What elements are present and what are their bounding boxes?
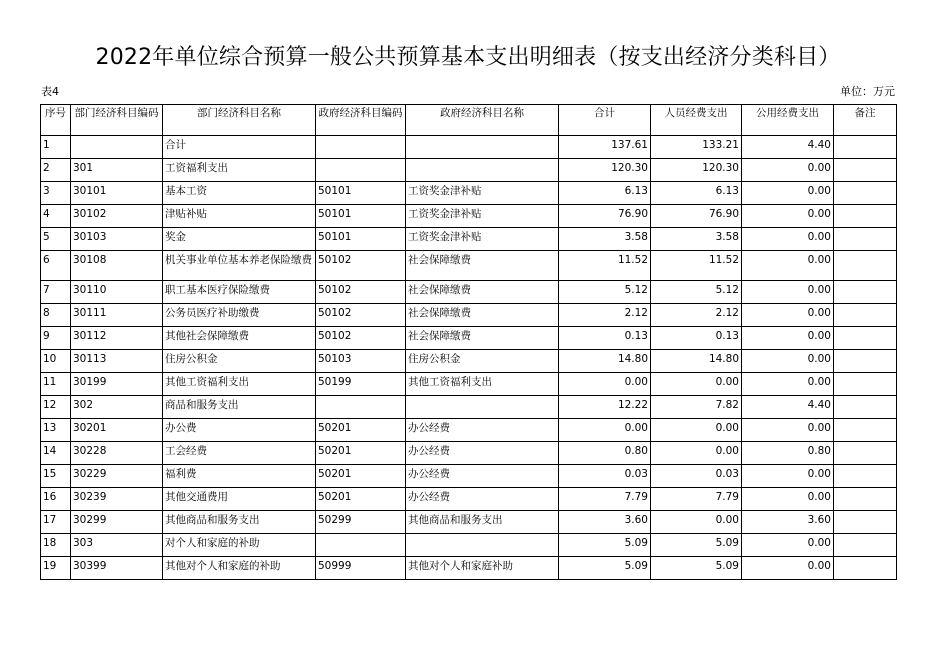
cell-gov-name (406, 159, 559, 182)
cell-no: 6 (41, 251, 71, 281)
cell-personnel: 2.12 (651, 304, 742, 327)
cell-note (834, 534, 897, 557)
cell-note (834, 465, 897, 488)
cell-total: 7.79 (559, 488, 651, 511)
cell-personnel: 11.52 (651, 251, 742, 281)
cell-note (834, 205, 897, 228)
cell-gov-code: 50201 (316, 419, 406, 442)
cell-note (834, 396, 897, 419)
cell-total: 0.03 (559, 465, 651, 488)
cell-public: 0.00 (742, 557, 834, 580)
cell-no: 12 (41, 396, 71, 419)
cell-total: 76.90 (559, 205, 651, 228)
col-header-no: 序号 (41, 105, 71, 136)
cell-dept-name: 职工基本医疗保险缴费 (163, 281, 316, 304)
cell-public: 0.00 (742, 159, 834, 182)
cell-no: 19 (41, 557, 71, 580)
col-header-personnel: 人员经费支出 (651, 105, 742, 136)
cell-gov-name: 其他工资福利支出 (406, 373, 559, 396)
cell-gov-name (406, 136, 559, 159)
cell-total: 5.12 (559, 281, 651, 304)
cell-gov-name: 办公经费 (406, 419, 559, 442)
cell-dept-code: 30299 (71, 511, 163, 534)
cell-public: 0.80 (742, 442, 834, 465)
cell-public: 0.00 (742, 205, 834, 228)
cell-dept-name: 其他社会保障缴费 (163, 327, 316, 350)
cell-public: 0.00 (742, 465, 834, 488)
cell-no: 11 (41, 373, 71, 396)
cell-public: 0.00 (742, 281, 834, 304)
cell-dept-code: 30199 (71, 373, 163, 396)
cell-personnel: 0.03 (651, 465, 742, 488)
cell-public: 0.00 (742, 373, 834, 396)
cell-gov-name: 社会保障缴费 (406, 281, 559, 304)
cell-total: 0.80 (559, 442, 651, 465)
cell-dept-name: 对个人和家庭的补助 (163, 534, 316, 557)
cell-personnel: 0.00 (651, 511, 742, 534)
cell-dept-name: 商品和服务支出 (163, 396, 316, 419)
cell-no: 5 (41, 228, 71, 251)
cell-gov-code: 50199 (316, 373, 406, 396)
cell-gov-code: 50299 (316, 511, 406, 534)
cell-total: 137.61 (559, 136, 651, 159)
table-header-row (41, 105, 897, 136)
cell-gov-name: 社会保障缴费 (406, 327, 559, 350)
cell-note (834, 281, 897, 304)
cell-no: 1 (41, 136, 71, 159)
cell-dept-code: 30103 (71, 228, 163, 251)
cell-no: 9 (41, 327, 71, 350)
cell-dept-code: 30112 (71, 327, 163, 350)
cell-gov-code: 50103 (316, 350, 406, 373)
cell-no: 3 (41, 182, 71, 205)
cell-personnel: 6.13 (651, 182, 742, 205)
cell-personnel: 7.79 (651, 488, 742, 511)
table-row (41, 396, 897, 419)
col-header-total: 合计 (559, 105, 651, 136)
cell-dept-code: 30110 (71, 281, 163, 304)
cell-no: 18 (41, 534, 71, 557)
cell-no: 8 (41, 304, 71, 327)
cell-gov-name: 办公经费 (406, 442, 559, 465)
budget-table (40, 104, 897, 580)
cell-gov-name: 工资奖金津补贴 (406, 228, 559, 251)
cell-personnel: 76.90 (651, 205, 742, 228)
cell-dept-name: 工会经费 (163, 442, 316, 465)
cell-public: 3.60 (742, 511, 834, 534)
cell-dept-code: 30201 (71, 419, 163, 442)
cell-dept-name: 福利费 (163, 465, 316, 488)
cell-note (834, 488, 897, 511)
table-row (41, 159, 897, 182)
cell-total: 3.58 (559, 228, 651, 251)
cell-public: 0.00 (742, 304, 834, 327)
cell-dept-name: 工资福利支出 (163, 159, 316, 182)
cell-dept-code: 30399 (71, 557, 163, 580)
cell-public: 0.00 (742, 350, 834, 373)
cell-dept-name: 合计 (163, 136, 316, 159)
cell-total: 6.13 (559, 182, 651, 205)
cell-public: 0.00 (742, 182, 834, 205)
cell-total: 5.09 (559, 557, 651, 580)
cell-public: 0.00 (742, 228, 834, 251)
cell-public: 4.40 (742, 396, 834, 419)
cell-gov-name: 工资奖金津补贴 (406, 205, 559, 228)
table-row (41, 251, 897, 281)
cell-note (834, 327, 897, 350)
cell-note (834, 159, 897, 182)
table-row (41, 281, 897, 304)
cell-note (834, 557, 897, 580)
cell-note (834, 350, 897, 373)
cell-total: 3.60 (559, 511, 651, 534)
cell-gov-name (406, 396, 559, 419)
cell-personnel: 120.30 (651, 159, 742, 182)
cell-note (834, 182, 897, 205)
cell-gov-code: 50101 (316, 228, 406, 251)
cell-public: 0.00 (742, 251, 834, 281)
cell-gov-code: 50102 (316, 251, 406, 281)
col-header-gov-name: 政府经济科目名称 (406, 105, 559, 136)
cell-personnel: 0.00 (651, 373, 742, 396)
cell-public: 0.00 (742, 488, 834, 511)
cell-gov-code: 50101 (316, 182, 406, 205)
cell-no: 17 (41, 511, 71, 534)
cell-gov-name: 其他商品和服务支出 (406, 511, 559, 534)
cell-dept-code: 30113 (71, 350, 163, 373)
cell-dept-code: 30111 (71, 304, 163, 327)
cell-public: 4.40 (742, 136, 834, 159)
cell-gov-name: 社会保障缴费 (406, 251, 559, 281)
unit-label: 单位：万元 (840, 85, 895, 98)
cell-personnel: 0.00 (651, 442, 742, 465)
cell-no: 7 (41, 281, 71, 304)
cell-dept-name: 机关事业单位基本养老保险缴费 (163, 251, 316, 281)
cell-gov-code: 50102 (316, 327, 406, 350)
table-row (41, 182, 897, 205)
table-row (41, 205, 897, 228)
cell-dept-code: 302 (71, 396, 163, 419)
table-row (41, 488, 897, 511)
cell-total: 2.12 (559, 304, 651, 327)
table-row (41, 327, 897, 350)
cell-gov-code: 50101 (316, 205, 406, 228)
cell-gov-name: 办公经费 (406, 465, 559, 488)
cell-personnel: 5.12 (651, 281, 742, 304)
cell-public: 0.00 (742, 419, 834, 442)
cell-dept-name: 奖金 (163, 228, 316, 251)
cell-no: 2 (41, 159, 71, 182)
col-header-dept-code: 部门经济科目编码 (71, 105, 163, 136)
table-row (41, 557, 897, 580)
cell-note (834, 373, 897, 396)
table-row (41, 304, 897, 327)
cell-no: 4 (41, 205, 71, 228)
cell-note (834, 304, 897, 327)
cell-dept-name: 公务员医疗补助缴费 (163, 304, 316, 327)
cell-public: 0.00 (742, 534, 834, 557)
cell-gov-name: 社会保障缴费 (406, 304, 559, 327)
cell-note (834, 419, 897, 442)
cell-note (834, 136, 897, 159)
cell-dept-name: 住房公积金 (163, 350, 316, 373)
cell-no: 16 (41, 488, 71, 511)
table-row (41, 228, 897, 251)
table-row (41, 442, 897, 465)
col-header-public: 公用经费支出 (742, 105, 834, 136)
cell-total: 0.00 (559, 419, 651, 442)
cell-gov-code: 50201 (316, 488, 406, 511)
cell-gov-name (406, 534, 559, 557)
cell-dept-code: 30228 (71, 442, 163, 465)
cell-gov-code (316, 534, 406, 557)
cell-gov-name: 住房公积金 (406, 350, 559, 373)
cell-total: 11.52 (559, 251, 651, 281)
table-row (41, 465, 897, 488)
cell-total: 14.80 (559, 350, 651, 373)
cell-dept-code: 30239 (71, 488, 163, 511)
table-row (41, 373, 897, 396)
cell-gov-code (316, 159, 406, 182)
cell-gov-code: 50201 (316, 442, 406, 465)
cell-gov-code (316, 396, 406, 419)
cell-dept-code: 30102 (71, 205, 163, 228)
cell-dept-name: 其他对个人和家庭的补助 (163, 557, 316, 580)
cell-note (834, 251, 897, 281)
cell-personnel: 5.09 (651, 534, 742, 557)
col-header-note: 备注 (834, 105, 897, 136)
cell-personnel: 0.00 (651, 419, 742, 442)
table-row (41, 419, 897, 442)
cell-dept-code: 30108 (71, 251, 163, 281)
cell-gov-name: 工资奖金津补贴 (406, 182, 559, 205)
cell-gov-name: 其他对个人和家庭补助 (406, 557, 559, 580)
cell-total: 0.13 (559, 327, 651, 350)
cell-personnel: 133.21 (651, 136, 742, 159)
cell-dept-code: 30229 (71, 465, 163, 488)
cell-dept-name: 其他交通费用 (163, 488, 316, 511)
cell-dept-code (71, 136, 163, 159)
table-row (41, 136, 897, 159)
cell-dept-name: 津贴补贴 (163, 205, 316, 228)
table-row (41, 511, 897, 534)
cell-no: 13 (41, 419, 71, 442)
cell-personnel: 5.09 (651, 557, 742, 580)
cell-dept-name: 其他商品和服务支出 (163, 511, 316, 534)
cell-total: 120.30 (559, 159, 651, 182)
cell-dept-code: 303 (71, 534, 163, 557)
cell-gov-code: 50999 (316, 557, 406, 580)
cell-personnel: 7.82 (651, 396, 742, 419)
page-title: 2022年单位综合预算一般公共预算基本支出明细表（按支出经济分类科目） (95, 45, 841, 70)
cell-total: 12.22 (559, 396, 651, 419)
cell-dept-name: 其他工资福利支出 (163, 373, 316, 396)
cell-note (834, 442, 897, 465)
cell-gov-code: 50201 (316, 465, 406, 488)
cell-no: 14 (41, 442, 71, 465)
cell-dept-code: 30101 (71, 182, 163, 205)
table-number: 表4 (41, 85, 59, 98)
cell-no: 10 (41, 350, 71, 373)
cell-dept-name: 办公费 (163, 419, 316, 442)
cell-gov-code: 50102 (316, 281, 406, 304)
cell-gov-code: 50102 (316, 304, 406, 327)
cell-public: 0.00 (742, 327, 834, 350)
col-header-dept-name: 部门经济科目名称 (163, 105, 316, 136)
col-header-gov-code: 政府经济科目编码 (316, 105, 406, 136)
cell-personnel: 14.80 (651, 350, 742, 373)
cell-personnel: 3.58 (651, 228, 742, 251)
cell-note (834, 228, 897, 251)
cell-dept-code: 301 (71, 159, 163, 182)
cell-gov-name: 办公经费 (406, 488, 559, 511)
cell-dept-name: 基本工资 (163, 182, 316, 205)
cell-note (834, 511, 897, 534)
cell-total: 5.09 (559, 534, 651, 557)
cell-gov-code (316, 136, 406, 159)
cell-total: 0.00 (559, 373, 651, 396)
table-row (41, 534, 897, 557)
table-row (41, 350, 897, 373)
cell-no: 15 (41, 465, 71, 488)
cell-personnel: 0.13 (651, 327, 742, 350)
